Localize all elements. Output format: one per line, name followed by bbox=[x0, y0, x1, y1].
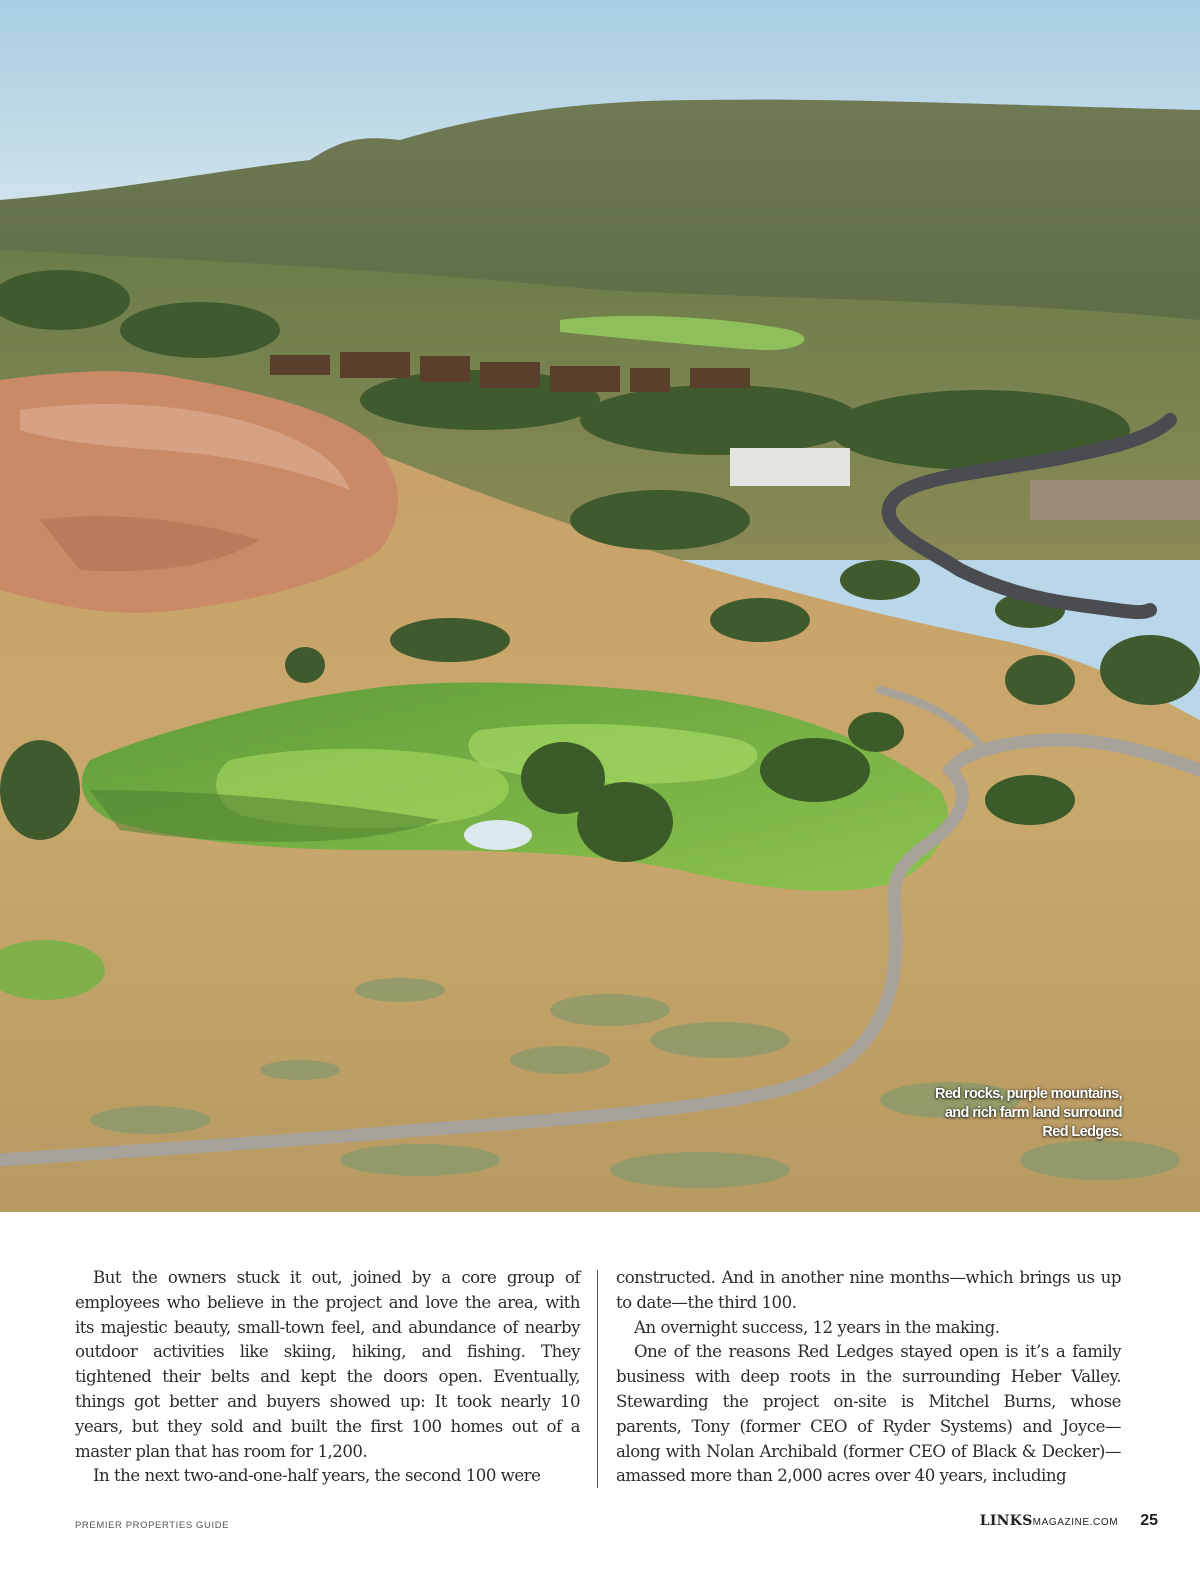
footer-domain: MAGAZINE.COM bbox=[1032, 1517, 1119, 1528]
article-column-left bbox=[75, 1266, 580, 1489]
page-number: 25 bbox=[1140, 1512, 1158, 1529]
paragraph: An overnight success, 12 years in the making. bbox=[634, 1317, 1000, 1337]
article-column-right bbox=[616, 1266, 1121, 1489]
footer-brand: LINKS bbox=[979, 1513, 1033, 1529]
paragraph: One of the reasons Red Ledges stayed open is it’s a family business with deep roots in the surrounding Heber Valley. Stewarding the project on-site is Mitchel Burns, whose parents, Tony (former CEO of Ryder Systems) and Joyce—along with Nolan Archibald (former CEO of Black & Decker)—amassed more than 2,000 acres over 40 years, including bbox=[616, 1342, 1121, 1486]
paragraph: But the owners stuck it out, joined by a core group of employees who believe in the project and love the area, with its majestic beauty, small-town feel, and abundance of nearby outdoor activities like skiing, hiking, and fishing. They tightened their belts and kept the doors open. Eventually, things got better and buyers showed up: It took nearly 10 years, but they sold and built the first 100 homes out of a master plan that has room for 1,200. bbox=[75, 1268, 580, 1461]
photo-caption: Red rocks, purple mountains, and rich farm land surround Red Ledges. bbox=[934, 1086, 1122, 1140]
footer-masthead bbox=[980, 1512, 1158, 1530]
column-divider bbox=[597, 1270, 598, 1488]
paragraph-continued: constructed. And in another nine months—which brings us up to date—the third 100. bbox=[616, 1268, 1121, 1312]
paragraph: In the next two-and-one-half years, the second 100 were bbox=[93, 1466, 541, 1486]
footer-section-label: PREMIER PROPERTIES GUIDE bbox=[75, 1520, 230, 1531]
